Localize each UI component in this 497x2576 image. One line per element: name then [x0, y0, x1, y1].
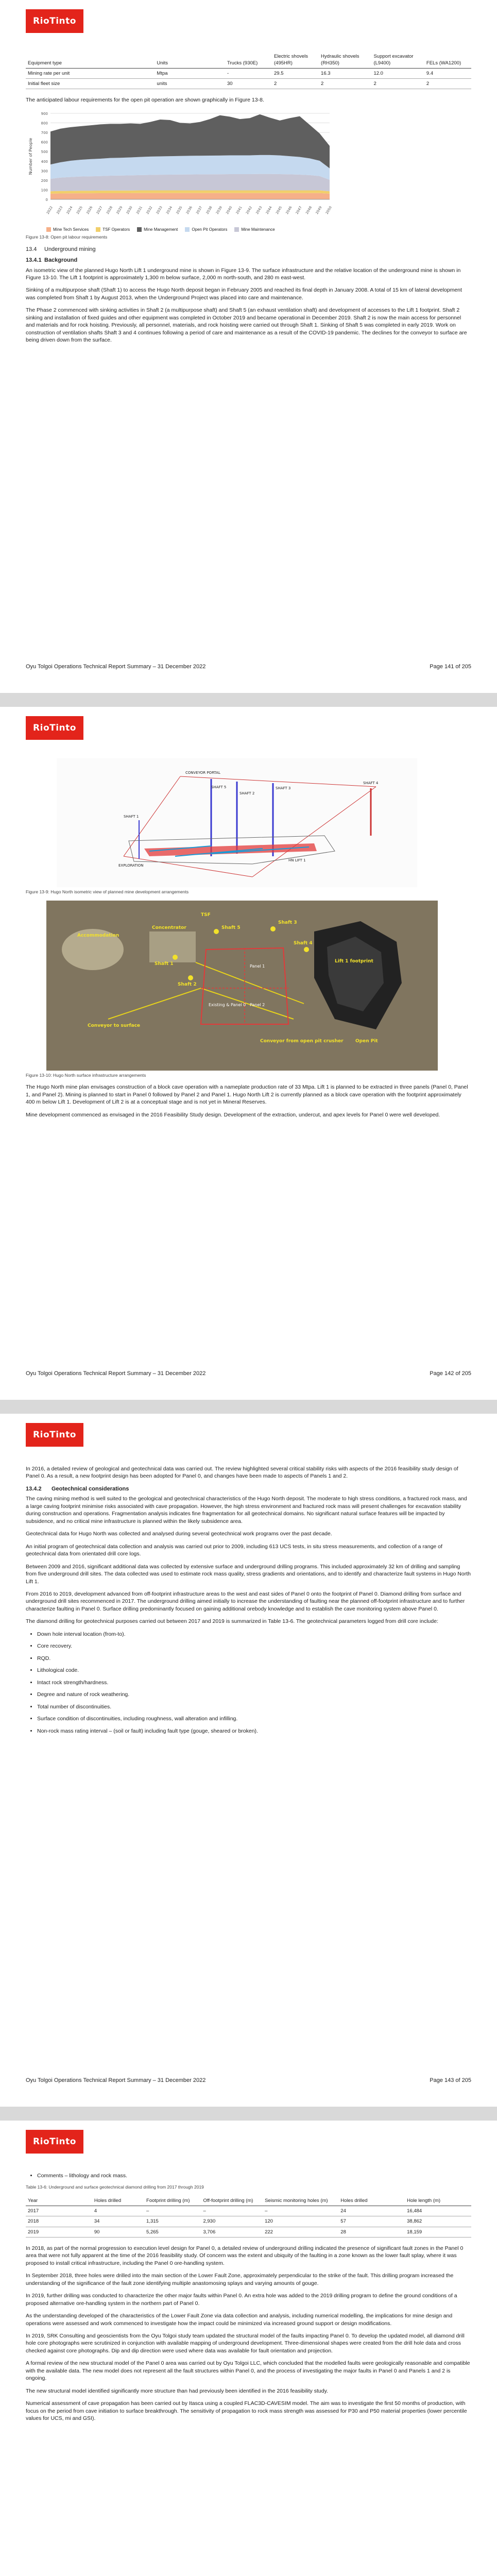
page-141 — [0, 0, 497, 693]
table-row — [26, 2227, 471, 2237]
table-cell: 16.3 — [319, 69, 371, 79]
legend-item — [137, 227, 178, 232]
x-tick-label: 2036 — [185, 205, 193, 215]
concentrator-area — [149, 931, 196, 962]
paragraph: An initial program of geotechnical data collection and analysis was carried out prior to 2009, including 613 UCS tests, in situ stress measurements, and collection of a range of geotechnical data from orientated drill core logs. — [26, 1543, 442, 1557]
legend-item — [96, 227, 130, 232]
paragraph: The caving mining method is well suited to the geological and geotechnical characteristics of the Hugo North deposit. The moderate to high stress conditions, a fractured rock mass, and a large caving footprint minimise risks associated with cave propagation. However, the high stress environment and fractured rock mass will present challenges for excavation stability during construction and operations. Fragmentation analysis indicates fine fragmentation for all geotechnical domains. No significant natural surface features will be impacted by subsidence, and no critical mine infrastructure is planned within the likely subsidence area. — [26, 1496, 467, 1524]
paragraph: Geotechnical data for Hugo North was collected and analysed during several geotechnical work programs over the past decade. — [26, 1531, 332, 1537]
figure-label: SHAFT 1 — [124, 815, 139, 819]
paragraph: The new structural model identified significantly more structure than had previously been identified in the 2016 feasibility study. — [26, 2387, 328, 2394]
table-header: Trucks (930E) — [225, 52, 272, 69]
figure-caption: Figure 13-10: Hugo North surface infrastructure arrangements — [26, 1072, 146, 1078]
page-content — [26, 758, 471, 1124]
y-tick-label: 200 — [41, 178, 48, 183]
section-number: 13.4 — [26, 246, 37, 253]
rio-tinto-logo: RioTinto — [26, 2130, 83, 2154]
drilling-table — [26, 2196, 471, 2237]
legend-label: Mine Tech Services — [53, 227, 89, 232]
shaft-marker — [304, 947, 309, 952]
footer-title: Oyu Tolgoi Operations Technical Report Summary – 31 December 2022 — [26, 664, 206, 670]
area-series — [50, 174, 330, 192]
table-row — [26, 79, 471, 89]
paragraph: The diamond drilling for geotechnical purposes carried out between 2017 and 2019 is summarized in Table 13-6. The geotechnical parameters logged from drill core include: — [26, 1618, 438, 1625]
table-cell: – — [201, 2206, 263, 2216]
table-cell: 2 — [272, 79, 319, 89]
y-tick-label: 100 — [41, 188, 48, 193]
table-cell: 57 — [338, 2216, 405, 2227]
table-cell: 90 — [92, 2227, 144, 2237]
table-header: Electric shovels (495HR) — [272, 52, 319, 69]
paragraph: In 2019, further drilling was conducted to characterize the other major faults within Panel 0. An extra hole was added to the 2019 drilling program to define the ground conditions of a proposed alternative ore-handling system in the northern part of Panel 0. — [26, 2293, 457, 2307]
list-item: • Lithological code. — [37, 1667, 471, 1674]
x-tick-label: 2043 — [255, 205, 263, 215]
y-axis-label: Number of People — [28, 138, 33, 175]
figure-label: SHAFT 4 — [363, 781, 379, 785]
x-tick-label: 2023 — [56, 205, 64, 215]
page-footer — [26, 664, 471, 670]
surface-figure — [46, 901, 438, 1071]
y-tick-label: 500 — [41, 150, 48, 155]
paragraph: In 2019, SRK Consulting and geoscientists from the Oyu Tolgoi study team updated the structural model of the faults impacting Panel 0. To develop the updated model, all diamond drill hole core photographs were scrutinized in conjunction with available mapping of underground development. Three-dimensional shapes were created from the drill hole data and cross checked against core photographs. Dip and dip direction were used where data was available for fault orientation and projection. — [26, 2333, 465, 2354]
bullet-list — [26, 1631, 471, 1735]
table-cell: 2 — [424, 79, 471, 89]
page-number: Page 141 of 205 — [430, 664, 471, 670]
legend-swatch — [46, 227, 51, 232]
table-cell: 34 — [92, 2216, 144, 2227]
table-header: Off-footprint drilling (m) — [201, 2196, 263, 2206]
paragraph: The anticipated labour requirements for the open pit operation are shown graphically in Figure 13-8. — [26, 97, 264, 104]
section-title: Background — [44, 257, 78, 264]
map-label: Panel 2 — [250, 1002, 265, 1007]
table-cell: 12.0 — [371, 69, 424, 79]
x-tick-label: 2033 — [155, 205, 163, 215]
paragraph: From 2016 to 2019, development advanced from off-footprint infrastructure areas to the west and east sides of Panel 0 onto the footprint of Panel 0. Diamond drilling from surface and underground drill sites recommenced in 2017. The underground drilling aimed initially to increase the understanding of faulting near the planned off-footprint infrastructure and to further characterize faulting in Panel 0. Surface drilling predominantly focused on gaining additional orebody knowledge and to establish the cave monitoring system above Panel 0. — [26, 1590, 465, 1612]
legend-item — [185, 227, 227, 232]
bullet-list — [26, 2172, 471, 2179]
footer-title: Oyu Tolgoi Operations Technical Report Summary – 31 December 2022 — [26, 2077, 206, 2083]
legend-item — [234, 227, 275, 232]
x-tick-label: 2038 — [205, 205, 213, 215]
legend-swatch — [185, 227, 190, 232]
map-label: TSF — [201, 912, 211, 918]
x-tick-label: 2024 — [65, 205, 74, 215]
table-cell: 2018 — [26, 2216, 92, 2227]
header — [26, 1423, 83, 1447]
legend-label: Mine Management — [144, 227, 178, 232]
paragraph: Numerical assessment of cave propagation has been carried out by Itasca using a coupled FLAC3D-CAVESIM model. The aim was to investigate the first 50 months of production, with focus on the period from cave initiation to surface breakthrough. The sensitivity of propagation to rock mass strength was assessed for P30 and P50 material properties (lower percentile values for UCS, mi and GSI). — [26, 2400, 467, 2422]
x-tick-label: 2039 — [215, 205, 223, 215]
x-tick-label: 2027 — [95, 205, 104, 215]
x-tick-label: 2022 — [45, 205, 54, 215]
table-row — [26, 2216, 471, 2227]
shaft-marker — [173, 955, 178, 960]
subsection-heading — [26, 1485, 471, 1493]
table-cell: 38,862 — [405, 2216, 471, 2227]
chart-legend — [26, 227, 335, 232]
table-header-row — [26, 2196, 471, 2206]
x-tick-label: 2040 — [225, 205, 233, 215]
y-tick-label: 400 — [41, 159, 48, 164]
figure-label: HN LIFT 1 — [288, 858, 306, 862]
table-cell: 29.5 — [272, 69, 319, 79]
isometric-figure — [57, 758, 417, 887]
figure-label: SHAFT 3 — [276, 786, 291, 790]
table-cell: 18,159 — [405, 2227, 471, 2237]
x-tick-label: 2031 — [135, 205, 144, 215]
figure-label: EXPLORATION — [118, 863, 144, 868]
x-tick-label: 2045 — [275, 205, 283, 215]
x-tick-label: 2025 — [75, 205, 83, 215]
table-cell: 120 — [263, 2216, 338, 2227]
list-item: • RQD. — [37, 1655, 471, 1662]
shaft-marker — [270, 926, 276, 931]
map-label: Shaft 2 — [178, 981, 197, 987]
paragraph: The Phase 2 commenced with sinking activities in Shaft 2 (a multipurpose shaft) and Shaft 5 (an exhaust ventilation shaft) and development of accesses to the Lift 1 footprint. Shaft 2 sinking and installation of fixed guides and other equipment was completed in October 2019 and became operational in December 2019. Shaft 2 is now the main access for personnel and materials and for rock hoisting. Previously, all personnel, materials, and rock hoisting were carried out through Shaft 1. Sinking of Shaft 5 was completed in early 2019. Work on construction of ventilation shafts Shaft 3 and 4 continues following a period of care and maintenance as a result of the COVID-19 pandemic. The declines for the conveyor to surface are being driven down from the surface. — [26, 307, 467, 344]
x-tick-label: 2050 — [324, 205, 333, 215]
paragraph: An isometric view of the planned Hugo North Lift 1 underground mine is shown in Figure 13-9. The surface infrastructure and the relative location of the underground mine is shown in Figure 13-10. The Lift 1 footprint is approximately 1,300 m below surface, 2,000 m north-south, and 280 m east-west. — [26, 267, 461, 281]
table-cell: 3,706 — [201, 2227, 263, 2237]
figure-label: CONVEYOR PORTAL — [185, 771, 220, 775]
x-tick-label: 2030 — [125, 205, 133, 215]
paragraph: In 2018, as part of the normal progression to execution level design for Panel 0, a detailed review of underground drilling indicated the presence of significant fault zones in the Panel 0 area that were not fully apparent at the time of the 2016 feasibility study. Of concern was the extent and ubiquity of the faulting in a zone known as the lower fault splay, where it was proposed to install critical infrastructure, including the Panel 0 ore-handling system. — [26, 2245, 464, 2266]
section-number: 13.4.2 — [26, 1485, 42, 1492]
legend-label: Open Pit Operators — [192, 227, 228, 232]
paragraph: Mine development commenced as envisaged in the 2016 Feasibility Study design. Development of the extraction, undercut, and apex levels for Panel 0 were well developed. — [26, 1111, 440, 1118]
x-tick-label: 2028 — [105, 205, 114, 215]
legend-item — [46, 227, 89, 232]
equipment-table — [26, 52, 471, 89]
list-item: • Comments – lithology and rock mass. — [37, 2172, 471, 2179]
map-label: Lift 1 footprint — [335, 958, 373, 964]
section-title: Geotechnical considerations — [52, 1485, 129, 1492]
table-cell: units — [155, 79, 225, 89]
page-footer — [26, 2077, 471, 2083]
area-series — [50, 193, 330, 199]
table-cell: 2019 — [26, 2227, 92, 2237]
figure-caption: Figure 13-8: Open pit labour requirements — [26, 234, 108, 240]
y-tick-label: 600 — [41, 140, 48, 145]
table-header: Holes drilled — [338, 2196, 405, 2206]
footer-title: Oyu Tolgoi Operations Technical Report Summary – 31 December 2022 — [26, 1370, 206, 1377]
x-tick-label: 2046 — [285, 205, 293, 215]
x-tick-label: 2041 — [235, 205, 243, 215]
surface-svg — [46, 901, 438, 1071]
page-number: Page 143 of 205 — [430, 2077, 471, 2083]
map-label: Conveyor from open pit crusher — [260, 1038, 344, 1044]
table-cell: 2 — [319, 79, 371, 89]
map-label: Existing & Panel 0 — [209, 1002, 246, 1007]
table-header: Hydraulic shovels (RH350) — [319, 52, 371, 69]
map-label: Open Pit — [355, 1038, 378, 1044]
x-tick-label: 2049 — [315, 205, 323, 215]
table-cell: 4 — [92, 2206, 144, 2216]
table-cell: - — [225, 69, 272, 79]
figure-label: SHAFT 2 — [239, 791, 255, 795]
legend-label: Mine Maintenance — [241, 227, 275, 232]
map-label: Conveyor to surface — [88, 1023, 141, 1028]
x-tick-label: 2026 — [85, 205, 94, 215]
x-tick-label: 2047 — [295, 205, 303, 215]
subsection-heading — [26, 257, 471, 264]
legend-swatch — [96, 227, 100, 232]
page-content — [26, 52, 471, 349]
table-caption: Table 13-6: Underground and surface geotechnical diamond drilling from 2017 through 2019 — [26, 2184, 204, 2190]
page-content — [26, 2172, 471, 2428]
x-tick-label: 2042 — [245, 205, 253, 215]
table-cell: 5,265 — [144, 2227, 201, 2237]
x-tick-label: 2029 — [115, 205, 124, 215]
labour-chart-svg — [26, 109, 335, 224]
paragraph: Between 2009 and 2016, significant additional data was collected by extensive surface and underground drilling programs. This included approximately 32 km of drilling and sampling from five underground drill sites. The data collected was used to estimate rock mass quality, stress gradients and orientations, and to identify and characterize fault systems in Hugo North Lift 1. — [26, 1563, 471, 1585]
isometric-svg — [57, 758, 417, 887]
table-header: FELs (WA1200) — [424, 52, 471, 69]
table-row — [26, 69, 471, 79]
table-cell: 28 — [338, 2227, 405, 2237]
table-cell: 2017 — [26, 2206, 92, 2216]
list-item: • Non-rock mass rating interval – (soil or fault) including fault type (gouge, sheared or broken). — [37, 1727, 471, 1735]
table-cell: – — [144, 2206, 201, 2216]
section-number: 13.4.1 — [26, 257, 42, 264]
table-cell: Initial fleet size — [26, 79, 155, 89]
x-tick-label: 2044 — [265, 205, 273, 215]
map-label: Shaft 5 — [221, 925, 241, 930]
header — [26, 716, 83, 740]
rio-tinto-logo: RioTinto — [26, 9, 83, 33]
table-cell: 24 — [338, 2206, 405, 2216]
y-tick-label: 700 — [41, 131, 48, 135]
page-142 — [0, 707, 497, 1400]
list-item: • Intact rock strength/hardness. — [37, 1679, 471, 1686]
rio-tinto-logo: RioTinto — [26, 716, 83, 740]
page-number: Page 142 of 205 — [430, 1370, 471, 1377]
legend-swatch — [234, 227, 239, 232]
map-label: Concentrator — [152, 925, 186, 930]
map-label: Shaft 1 — [155, 961, 174, 967]
map-label: Accommodation — [77, 933, 119, 938]
table-header: Seismic monitoring holes (m) — [263, 2196, 338, 2206]
table-header: Equipment type — [26, 52, 155, 69]
paragraph: As the understanding developed of the characteristics of the Lower Fault Zone via data collection and analysis, including numerical modelling, the implications for mine design and operations were assessed and work commenced to investigate how the impact could be minimized via increased ground support or design modifications. — [26, 2313, 453, 2327]
map-label: Shaft 3 — [278, 920, 297, 925]
table-header: Units — [155, 52, 225, 69]
figure-label: SHAFT 5 — [211, 785, 227, 789]
legend-swatch — [137, 227, 142, 232]
list-item: • Degree and nature of rock weathering. — [37, 1691, 471, 1698]
shaft-marker — [214, 929, 219, 934]
page-content — [26, 1465, 471, 1740]
paragraph: In September 2018, three holes were drilled into the main section of the Lower Fault Zone, approximately perpendicular to the strike of the fault. This drilling program increased the understanding of the significance of the fault zone identifying multiple anastomosing splays and varying amounts of gouge. — [26, 2273, 454, 2286]
table-cell: – — [263, 2206, 338, 2216]
list-item: • Total number of discontinuities. — [37, 1703, 471, 1710]
x-tick-label: 2037 — [195, 205, 203, 215]
table-cell: 2,930 — [201, 2216, 263, 2227]
table-cell: 16,484 — [405, 2206, 471, 2216]
shaft-marker — [188, 975, 193, 980]
table-cell: Mtpa — [155, 69, 225, 79]
y-tick-label: 300 — [41, 169, 48, 174]
map-label: Shaft 4 — [294, 940, 313, 946]
page-footer — [26, 1370, 471, 1377]
y-tick-label: 800 — [41, 121, 48, 126]
paragraph: A formal review of the new structural model of the Panel 0 area was carried out by Oyu Tolgoi LLC, which concluded that the modelled faults were geologically reasonable and compatible with the available data. The new model does not represent all the fault structures within Panel 0, and the process of investigating the major faults in Panel 0 and Panels 1 and 2 is ongoing. — [26, 2360, 470, 2382]
x-tick-label: 2034 — [165, 205, 174, 215]
legend-label: TSF Operators — [102, 227, 130, 232]
page-144 — [0, 2121, 497, 2576]
figure-caption: Figure 13-9: Hugo North isometric view of planned mine development arrangements — [26, 889, 189, 894]
table-header: Support excavator (L9400) — [371, 52, 424, 69]
x-tick-label: 2035 — [175, 205, 183, 215]
table-header: Hole length (m) — [405, 2196, 471, 2206]
map-label: Panel 1 — [250, 963, 265, 969]
table-cell: 9.4 — [424, 69, 471, 79]
y-tick-label: 900 — [41, 111, 48, 116]
list-item: • Down hole interval location (from-to). — [37, 1631, 471, 1638]
paragraph: The Hugo North mine plan envisages construction of a block cave operation with a nameplate production rate of 33 Mtpa. Lift 1 is planned to be extracted in three panels (Panel 0, Panel 1, and Panel 2). Mining is planned to start in Panel 0 followed by Panel 2 and Panel 1. Hugo North Lift 2 is currently planned as a block cave operation with the footprint approximately 400 m below Lift 1. Development of Lift 2 is at a conceptual stage and is not yet in Mineral Reserves. — [26, 1084, 468, 1106]
table-header: Holes drilled — [92, 2196, 144, 2206]
table-header: Year — [26, 2196, 92, 2206]
table-header: Footprint drilling (m) — [144, 2196, 201, 2206]
y-tick-label: 0 — [45, 197, 48, 202]
x-tick-label: 2032 — [145, 205, 153, 215]
page-143 — [0, 1414, 497, 2107]
paragraph: In 2016, a detailed review of geological and geotechnical data was carried out. The review highlighted several critical stability risks with aspects of the 2016 feasibility study design of Panel 0. As a result, a new footprint design has been adopted for Panel 0, and changes have been made to aspects of Panels 1 and 2. — [26, 1466, 458, 1480]
rio-tinto-logo: RioTinto — [26, 1423, 83, 1447]
table-cell: 30 — [225, 79, 272, 89]
table-row — [26, 2206, 471, 2216]
header — [26, 9, 83, 33]
table-cell: 1,315 — [144, 2216, 201, 2227]
list-item: • Core recovery. — [37, 1642, 471, 1650]
section-heading — [26, 246, 471, 253]
table-cell: 222 — [263, 2227, 338, 2237]
paragraph: Sinking of a multipurpose shaft (Shaft 1) to access the Hugo North deposit began in February 2005 and reached its final depth in January 2008. A total of 15 km of lateral development was completed from Shaft 1 by August 2013, when the Underground Project was placed into care and maintenance. — [26, 287, 462, 301]
list-item: • Surface condition of discontinuities, including roughness, wall alteration and infilling. — [37, 1715, 471, 1722]
header — [26, 2130, 83, 2154]
table-cell: Mining rate per unit — [26, 69, 155, 79]
table-cell: 2 — [371, 79, 424, 89]
table-header-row — [26, 52, 471, 69]
x-tick-label: 2048 — [304, 205, 313, 215]
section-title: Underground mining — [44, 246, 96, 253]
labour-chart — [26, 109, 335, 233]
